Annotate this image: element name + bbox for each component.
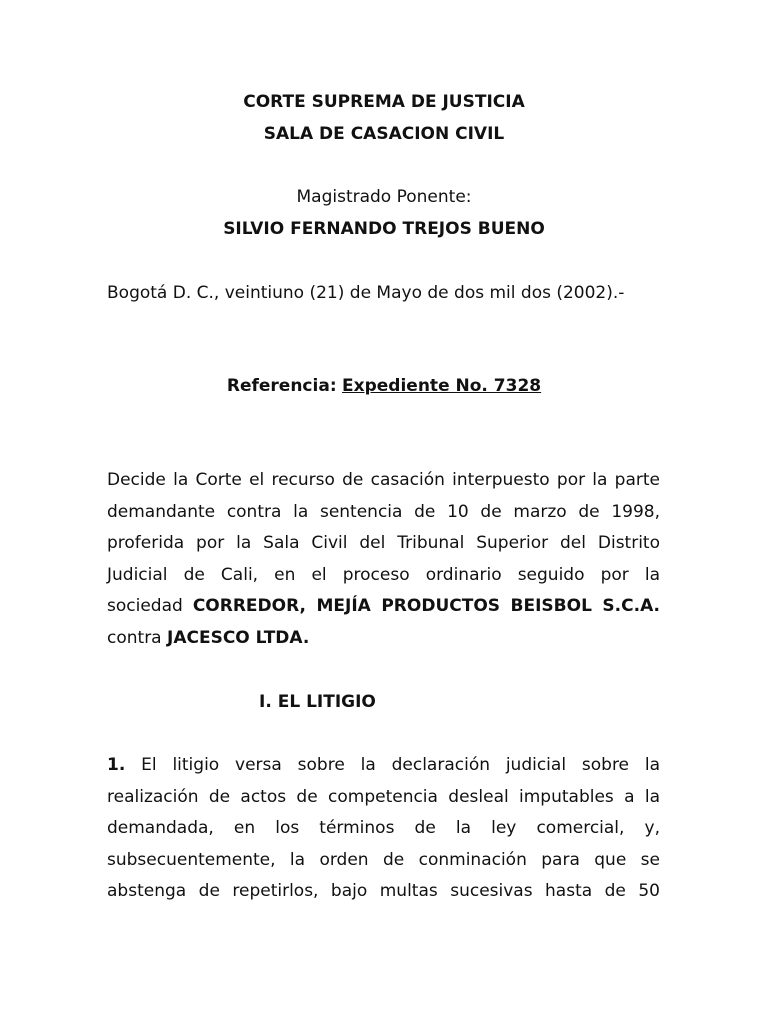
court-title: CORTE SUPREMA DE JUSTICIA <box>243 92 525 112</box>
intro-party-prefix: sociedad <box>107 596 183 617</box>
intro-line: Judicial de Cali, en el proceso ordinario seguido por la <box>107 564 660 585</box>
plaintiff-name: CORREDOR, MEJÍA PRODUCTOS BEISBOL S.C.A. <box>192 596 661 617</box>
magistrate-name: SILVIO FERNANDO TREJOS BUENO <box>223 219 545 239</box>
section-title: I. EL LITIGIO <box>259 692 376 712</box>
defendant-name: JACESCO LTDA. <box>167 627 310 648</box>
litigio-line: realización de actos de competencia desleal imputables a la <box>107 786 660 807</box>
chamber-title: SALA DE CASACION CIVIL <box>263 124 505 144</box>
reference-value: Expediente No. 7328 <box>342 376 542 396</box>
intro-line-parties <box>107 591 660 623</box>
reference-line <box>0 375 768 397</box>
litigio-paragraph <box>107 750 660 908</box>
magistrate-label: Magistrado Ponente: <box>296 187 472 207</box>
litigio-line: demandada, en los términos de la ley comercial, y, <box>107 818 660 839</box>
intro-line-defendant <box>107 623 660 655</box>
litigio-line-first <box>107 750 660 782</box>
intro-line: proferida por la Sala Civil del Tribunal Superior del Distrito <box>107 533 660 554</box>
date-line: Bogotá D. C., veintiuno (21) de Mayo de dos mil dos (2002).- <box>107 283 625 303</box>
paragraph-number: 1. <box>107 755 126 775</box>
intro-contra: contra <box>107 627 162 648</box>
intro-line: Decide la Corte el recurso de casación interpuesto por la parte <box>107 470 660 490</box>
litigio-line: subsecuentemente, la orden de conminación para que se <box>107 849 660 870</box>
litigio-first-text: El litigio versa sobre la declaración judicial sobre la <box>141 755 660 775</box>
intro-line: demandante contra la sentencia de 10 de marzo de 1998, <box>107 501 660 522</box>
litigio-line: abstenga de repetirlos, bajo multas sucesivas hasta de 50 <box>107 881 660 902</box>
reference-label: Referencia: <box>226 376 337 396</box>
intro-paragraph <box>107 465 660 655</box>
